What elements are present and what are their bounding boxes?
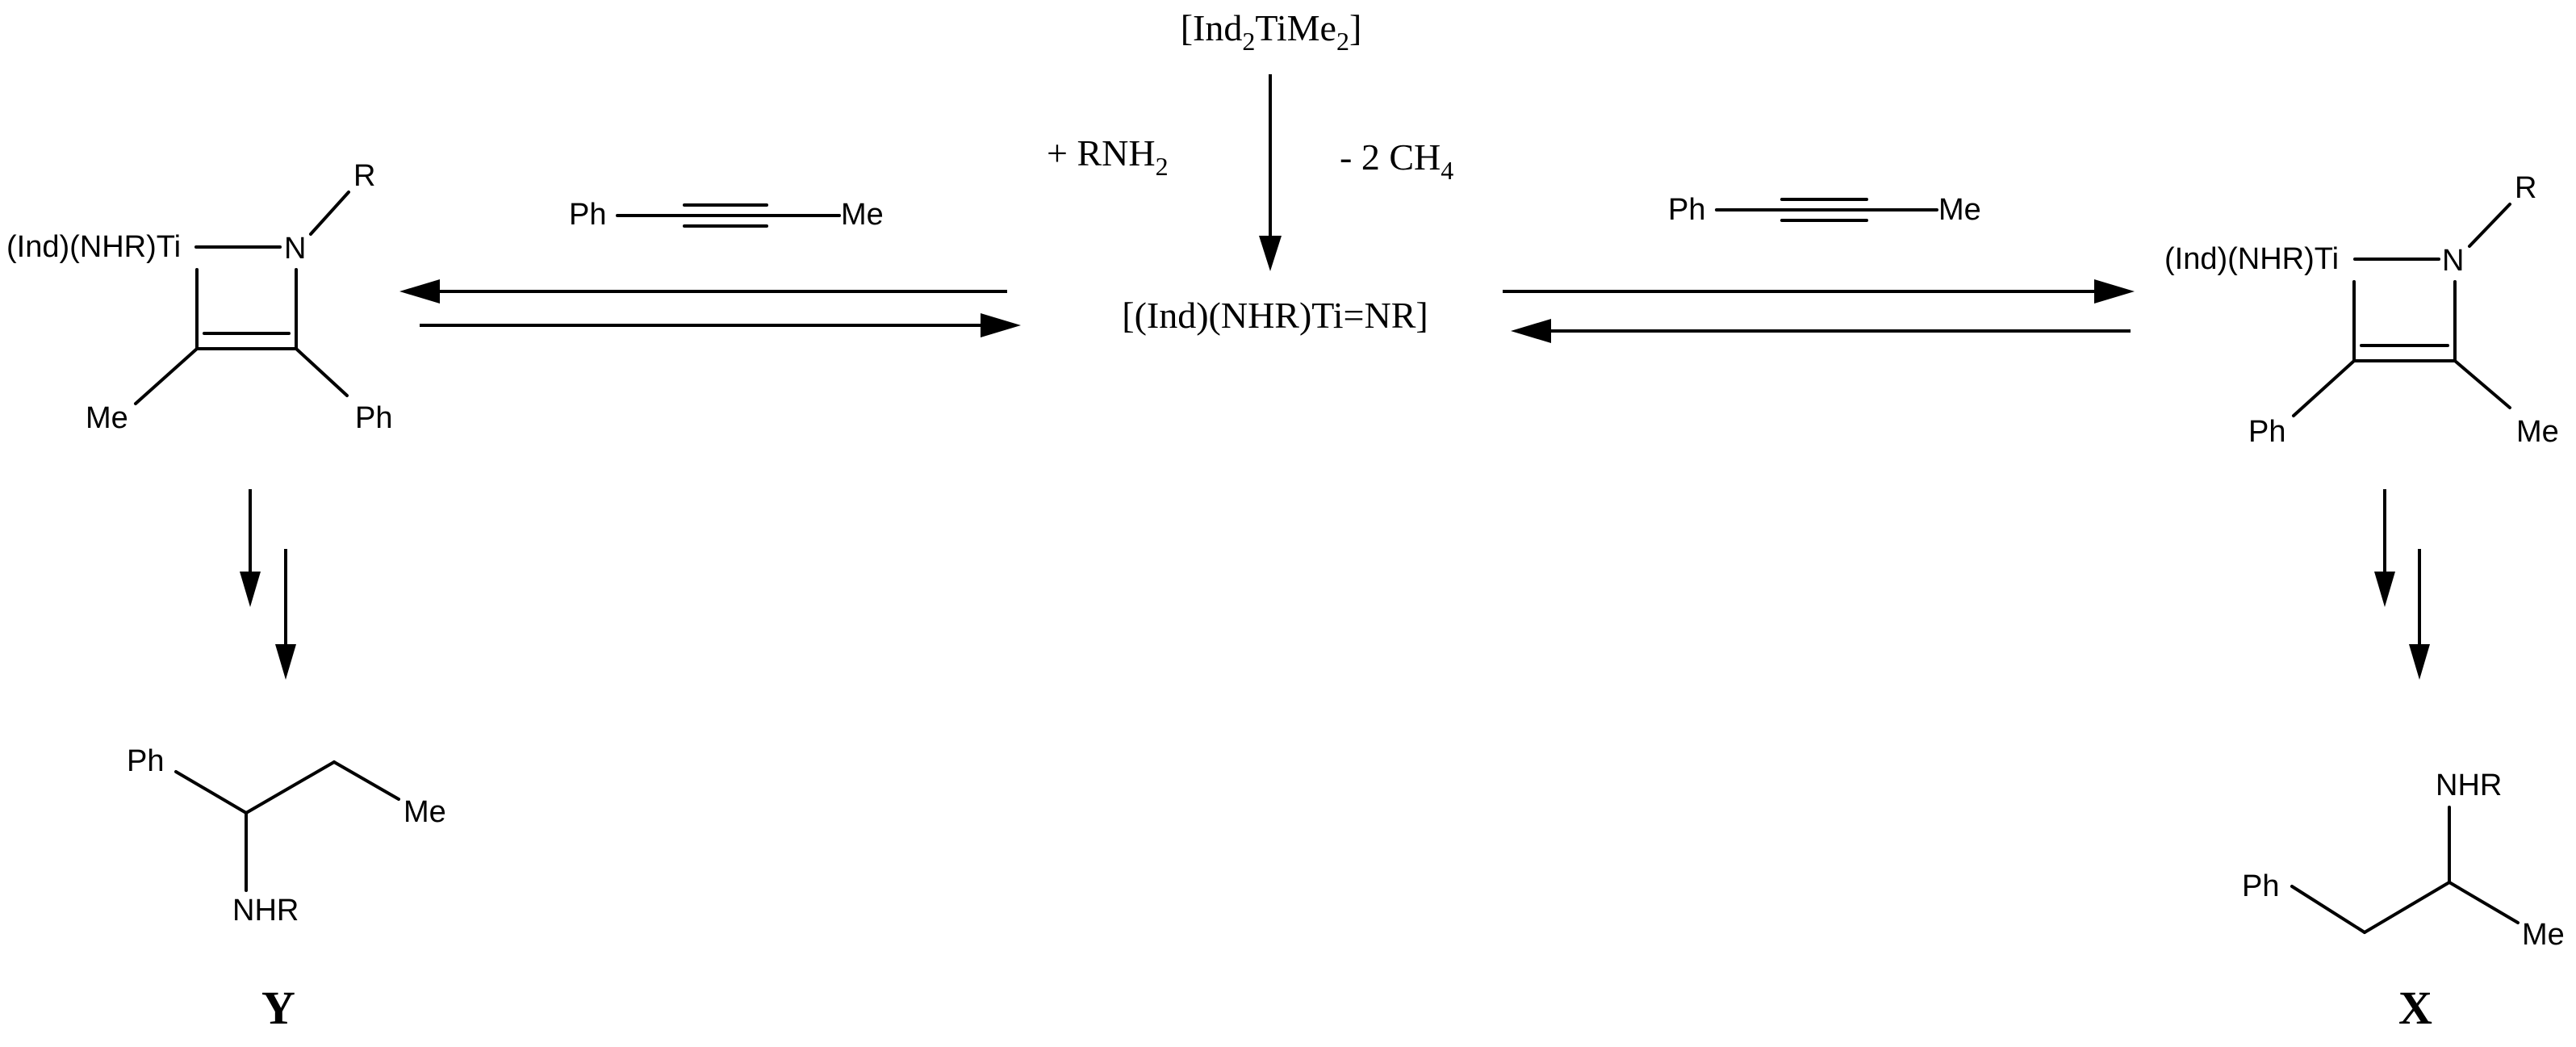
left-down-arrows xyxy=(240,489,296,680)
svg-text:Me: Me xyxy=(1938,193,1981,227)
left-alkyne xyxy=(569,198,884,232)
svg-text:NHR: NHR xyxy=(232,894,299,928)
svg-text:Ph: Ph xyxy=(569,198,607,232)
amine-reagent xyxy=(1047,132,1169,181)
svg-text:- 2 CH4: - 2 CH4 xyxy=(1340,136,1454,185)
right-down-arrows xyxy=(2374,489,2430,680)
imido-complex: [(Ind)(NHR)Ti=NR] xyxy=(1122,295,1428,336)
svg-text:Me: Me xyxy=(2522,918,2565,952)
svg-text:Me: Me xyxy=(2516,415,2559,449)
svg-text:Ph: Ph xyxy=(355,401,393,435)
svg-text:R: R xyxy=(2515,171,2537,205)
svg-text:N: N xyxy=(2442,244,2465,278)
svg-text:Ph: Ph xyxy=(2248,415,2286,449)
svg-text:+ RNH2: + RNH2 xyxy=(1047,132,1169,181)
svg-text:(Ind)(NHR)Ti: (Ind)(NHR)Ti xyxy=(6,230,182,264)
precursor-complex xyxy=(1181,7,1362,56)
svg-text:Me: Me xyxy=(404,795,446,829)
compound-label-x: X xyxy=(2398,982,2432,1034)
svg-text:Ph: Ph xyxy=(2242,869,2280,903)
right-alkyne xyxy=(1668,193,1981,227)
down-arrow-imido-formation xyxy=(1259,74,1282,271)
svg-text:Ph: Ph xyxy=(127,744,165,778)
svg-text:N: N xyxy=(284,232,307,266)
product-y xyxy=(127,744,446,1034)
product-x xyxy=(2242,768,2565,1034)
right-equilibrium-arrows xyxy=(1503,279,2135,343)
svg-text:NHR: NHR xyxy=(2436,768,2503,802)
methane-byproduct xyxy=(1340,136,1453,185)
svg-text:Me: Me xyxy=(86,401,128,435)
svg-text:Ph: Ph xyxy=(1668,193,1706,227)
right-metallacycle xyxy=(2164,171,2559,449)
svg-text:Me: Me xyxy=(841,198,884,232)
svg-text:[Ind2TiMe2]: [Ind2TiMe2] xyxy=(1180,7,1362,56)
left-metallacycle xyxy=(6,159,392,435)
svg-text:R: R xyxy=(353,159,376,193)
svg-text:(Ind)(NHR)Ti: (Ind)(NHR)Ti xyxy=(2164,242,2340,276)
compound-label-y: Y xyxy=(261,982,295,1034)
left-equilibrium-arrows xyxy=(399,279,1021,337)
